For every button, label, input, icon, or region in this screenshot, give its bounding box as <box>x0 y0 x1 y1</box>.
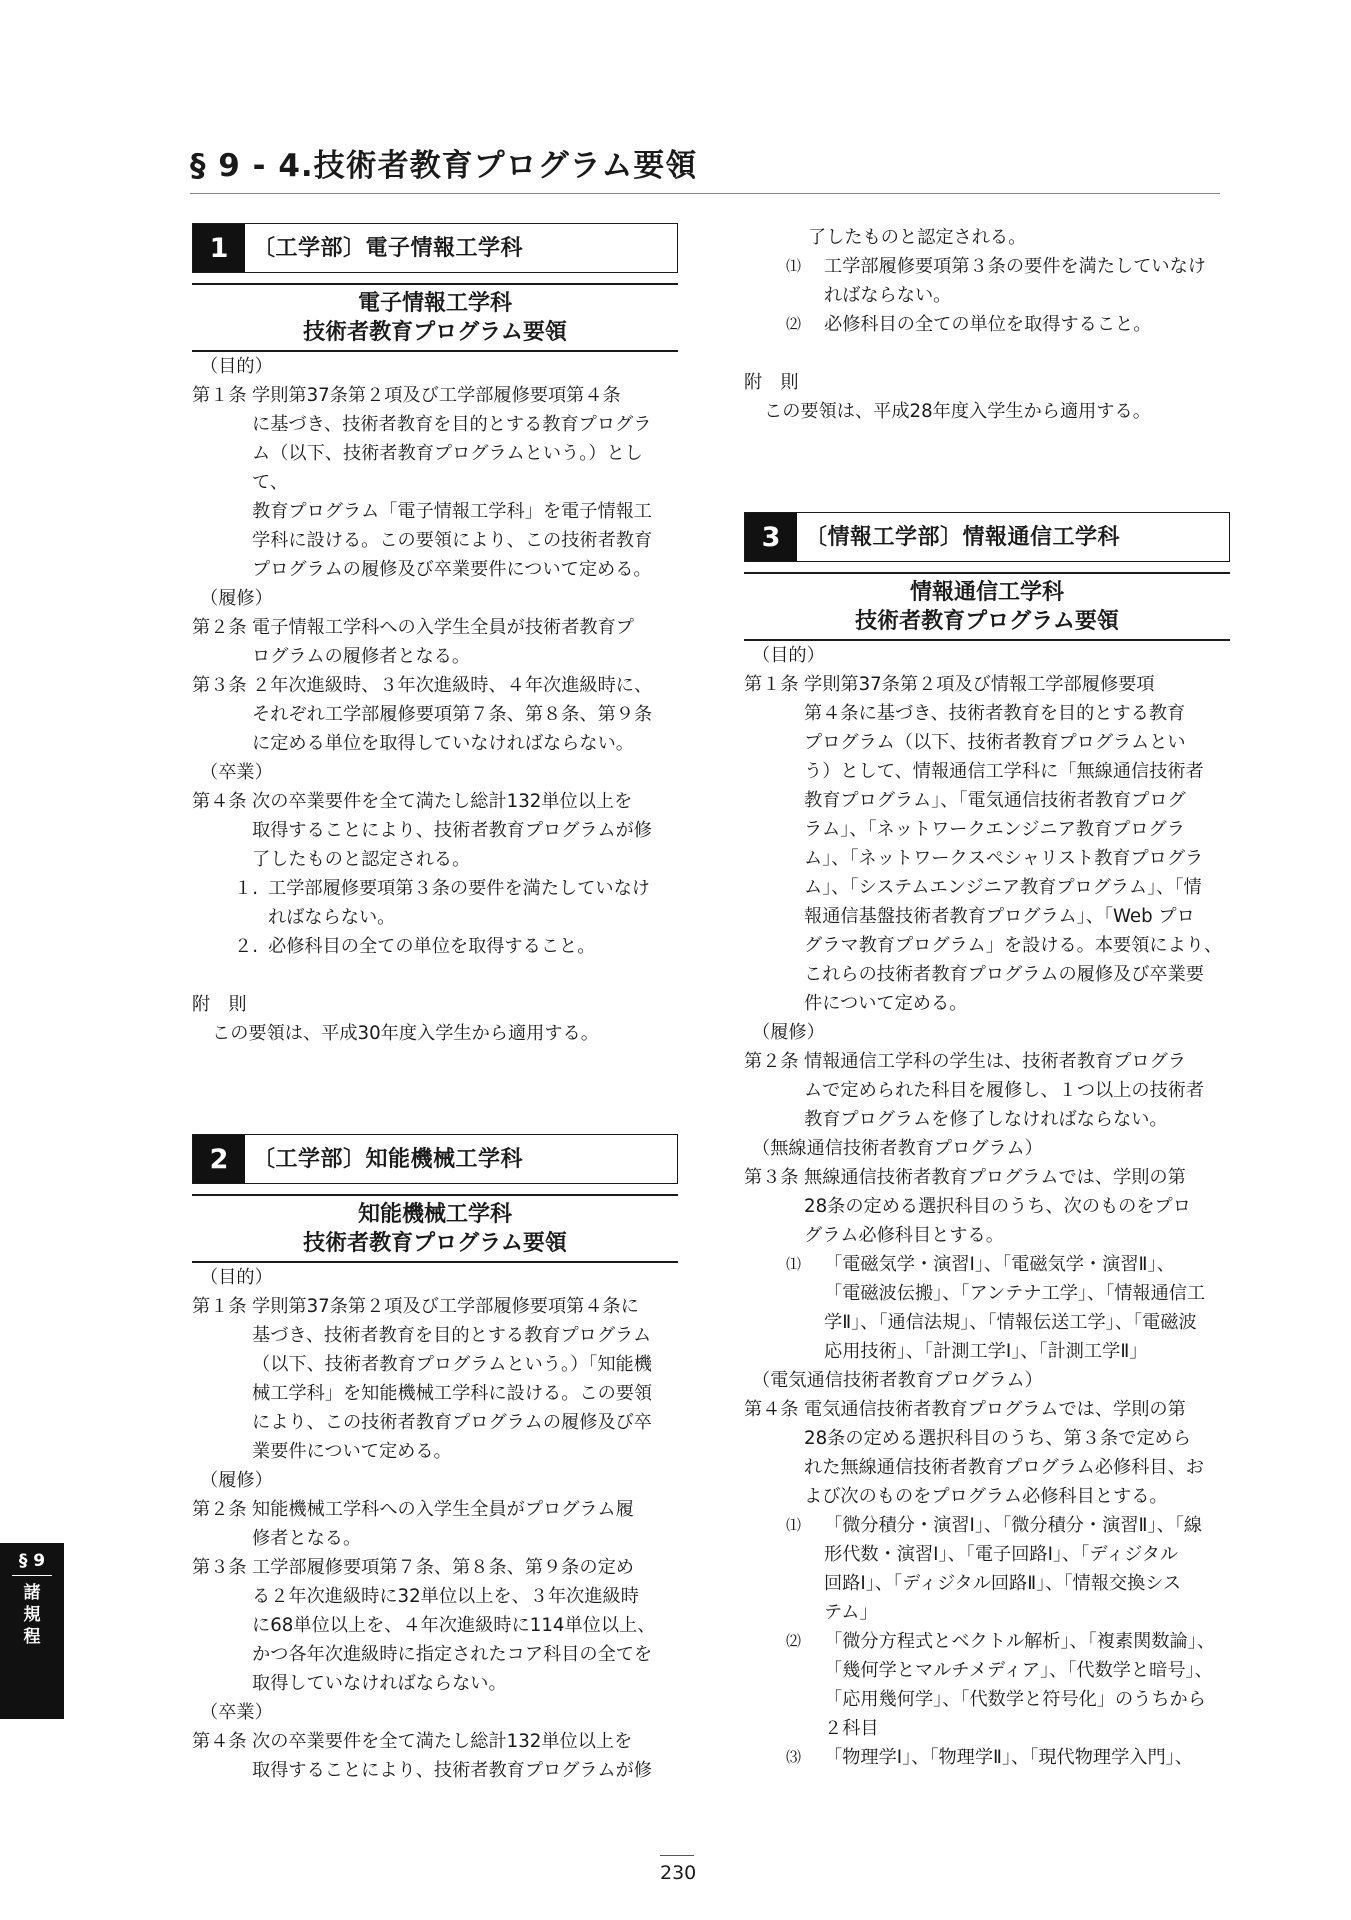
supplementary-heading: 附 則 <box>744 372 799 393</box>
section-subtitle <box>744 572 1230 641</box>
item-line: 「微分積分・演習Ⅰ」、「微分積分・演習Ⅱ」、「線 <box>824 1515 1203 1536</box>
supplementary-text: この要領は、平成28年度入学生から適用する。 <box>764 401 1151 422</box>
item-body <box>824 1511 1230 1627</box>
item-line: 回路Ⅰ」、「ディジタル回路Ⅱ」、「情報交換シス <box>824 1573 1182 1594</box>
article-line: 械工学科」を知能機械工学科に設ける。この要領 <box>252 1383 653 1404</box>
article-body <box>804 1047 1230 1134</box>
article-line: 28条の定める選択科目のうち、第３条で定めら <box>804 1428 1191 1449</box>
article-line: 取得していなければならない。 <box>252 1673 507 1694</box>
left-column <box>192 223 678 1785</box>
item-line: 工学部履修要項第３条の要件を満たしていなけ <box>824 256 1206 277</box>
clause-label: （目的） <box>752 645 825 666</box>
article-line: ラム」、「ネットワークエンジニア教育プログラ <box>804 819 1185 840</box>
item-line: ればならない。 <box>824 285 952 306</box>
item-body <box>824 1743 1230 1772</box>
section-header <box>744 512 1230 562</box>
subtitle-line: 技術者教育プログラム要領 <box>303 1231 567 1256</box>
item-number: ⑴ <box>786 1255 802 1273</box>
article <box>192 613 678 671</box>
article-line: ログラムの履修者となる。 <box>252 646 471 667</box>
article-line: ム」、「システムエンジニア教育プログラム」、「情 <box>804 877 1202 898</box>
side-tab <box>0 1543 64 1719</box>
article-body <box>804 670 1230 1018</box>
side-tab-char: 諸 <box>23 1583 41 1603</box>
clause-label: （電気通信技術者教育プログラム） <box>752 1370 1043 1391</box>
continued-line: 了したものと認定される。 <box>808 227 1027 248</box>
article-number: 第２条 <box>192 617 247 638</box>
article-line: 教育プログラム「電子情報工学科」を電子情報工 <box>252 501 652 522</box>
article-number: 第３条 <box>192 1557 247 1578</box>
item-number: ⑵ <box>786 315 802 333</box>
article-number: 第１条 <box>744 674 799 695</box>
item-number: ⑵ <box>786 1632 802 1650</box>
section-spacer <box>744 426 1230 512</box>
article-line: ムで定められた科目を履修し、１つ以上の技術者 <box>804 1080 1205 1101</box>
article-body <box>252 1727 678 1785</box>
article-line: 知能機械工学科への入学生全員がプログラム履 <box>252 1499 634 1520</box>
article-line: プログラムの履修及び卒業要件について定める。 <box>252 559 652 580</box>
list-item <box>744 252 1230 310</box>
article-line: 教育プログラムを修了しなければならない。 <box>804 1109 1168 1130</box>
article <box>192 787 678 874</box>
side-tab-char: 規 <box>23 1605 41 1625</box>
article-number: 第３条 <box>744 1167 799 1188</box>
article-line: ム」、「ネットワークスペシャリスト教育プログラ <box>804 848 1204 869</box>
item-body <box>824 1250 1230 1366</box>
clause-label: （履修） <box>200 1470 273 1491</box>
supplementary-heading: 附 則 <box>192 994 247 1015</box>
side-tab-number: § 9 <box>12 1551 52 1576</box>
item-line: 「電磁気学・演習Ⅰ」、「電磁気学・演習Ⅱ」、 <box>824 1254 1175 1275</box>
item-line: 必修科目の全ての単位を取得すること。 <box>824 314 1152 335</box>
item-line: 「応用幾何学」、「代数学と符号化」のうちから <box>824 1689 1206 1710</box>
list-item <box>192 932 678 961</box>
side-tab-label <box>0 1582 64 1648</box>
list-item <box>744 310 1230 339</box>
article-line: 教育プログラム」、「電気通信技術者教育プログ <box>804 790 1186 811</box>
article-line: 学科に設ける。この要領により、この技術者教育 <box>252 530 653 551</box>
supplementary-text: この要領は、平成30年度入学生から適用する。 <box>212 1023 599 1044</box>
article <box>744 670 1230 1018</box>
clause-label: （履修） <box>200 588 273 609</box>
section-header <box>192 223 678 273</box>
item-body <box>824 252 1230 310</box>
article-body <box>252 381 678 584</box>
item-line: ればならない。 <box>268 907 396 928</box>
article <box>744 1395 1230 1511</box>
article-number: 第４条 <box>192 1731 247 1752</box>
section-number: 2 <box>193 1135 245 1183</box>
article-line: 件について定める。 <box>804 993 968 1014</box>
article-line: 28条の定める選択科目のうち、次のものをプロ <box>804 1196 1191 1217</box>
item-line: 必修科目の全ての単位を取得すること。 <box>268 936 596 957</box>
page-number: 230 <box>660 1855 694 1884</box>
article <box>744 1047 1230 1134</box>
item-line: 「電磁波伝搬」、「アンテナ工学」、「情報通信工 <box>824 1283 1206 1304</box>
clause-label: （目的） <box>200 356 273 377</box>
article-line: 電子情報工学科への入学生全員が技術者教育プ <box>252 617 634 638</box>
article-line: 第４条に基づき、技術者教育を目的とする教育 <box>804 703 1186 724</box>
article-line: 取得することにより、技術者教育プログラムが修 <box>252 820 652 841</box>
clause-label: （無線通信技術者教育プログラム） <box>752 1138 1043 1159</box>
article-line: 基づき、技術者教育を目的とする教育プログラム <box>252 1325 652 1346</box>
article-line: により、この技術者教育プログラムの履修及び卒 <box>252 1412 652 1433</box>
article-body <box>252 613 678 671</box>
section-label: 〔工学部〕知能機械工学科 <box>253 1146 524 1172</box>
article-line: 無線通信技術者教育プログラムでは、学則の第 <box>804 1167 1186 1188</box>
article-line: それぞれ工学部履修要項第７条、第８条、第９条 <box>252 704 653 725</box>
article-number: 第２条 <box>744 1051 799 1072</box>
article-line: に基づき、技術者教育を目的とする教育プログラ <box>252 414 652 435</box>
section-number: 3 <box>745 513 797 561</box>
article <box>192 671 678 758</box>
article <box>192 381 678 584</box>
item-line: 工学部履修要項第３条の要件を満たしていなけ <box>268 878 650 899</box>
article-line: グラム必修科目とする。 <box>804 1225 1004 1246</box>
article-line: 次の卒業要件を全て満たし総計132単位以上を <box>252 791 633 812</box>
list-item <box>192 874 678 932</box>
item-line: 学Ⅱ」、「通信法規」、「情報伝送工学」、「電磁波 <box>824 1312 1197 1333</box>
clause-label: （目的） <box>200 1267 273 1288</box>
article-line: る２年次進級時に32単位以上を、３年次進級時 <box>252 1586 639 1607</box>
article-line: （以下、技術者教育プログラムという。）「知能機 <box>252 1354 652 1375</box>
article-line: れた無線通信技術者教育プログラム必修科目、お <box>804 1457 1204 1478</box>
section-subtitle <box>192 283 678 352</box>
article-line: かつ各年次進級時に指定されたコア科目の全てを <box>252 1644 653 1665</box>
article <box>192 1553 678 1698</box>
article-number: 第４条 <box>744 1399 799 1420</box>
item-number: ⑴ <box>786 1516 802 1534</box>
article-body <box>252 787 678 874</box>
article-line: に68単位以上を、４年次進級時に114単位以上、 <box>252 1615 656 1636</box>
article-body <box>252 1553 678 1698</box>
article-line: に定める単位を取得していなければならない。 <box>252 733 634 754</box>
article-number: 第４条 <box>192 791 247 812</box>
article-line: 取得することにより、技術者教育プログラムが修 <box>252 1760 652 1781</box>
article <box>192 1292 678 1466</box>
article-line: 情報通信工学科の学生は、技術者教育プログラ <box>804 1051 1186 1072</box>
clause-label: （卒業） <box>200 1702 273 1723</box>
item-body <box>824 1627 1230 1743</box>
subtitle-line: 情報通信工学科 <box>909 580 1064 605</box>
article-body <box>252 1495 678 1553</box>
item-body <box>268 932 678 961</box>
article-line: 業要件について定める。 <box>252 1441 452 1462</box>
article-line: 電気通信技術者教育プログラムでは、学則の第 <box>804 1399 1186 1420</box>
article-line: 学則第37条第２項及び工学部履修要項第４条に <box>252 1296 639 1317</box>
section-spacer <box>192 1048 678 1134</box>
article-line: よび次のものをプログラム必修科目とする。 <box>804 1486 1168 1507</box>
article-line: 修者となる。 <box>252 1528 362 1549</box>
article-body <box>252 671 678 758</box>
section-number: 1 <box>193 224 245 272</box>
article-number: 第１条 <box>192 385 247 406</box>
subtitle-line: 電子情報工学科 <box>357 291 512 316</box>
item-line: ２科目 <box>824 1718 879 1739</box>
item-body <box>268 874 678 932</box>
item-line: テム」 <box>824 1602 878 1623</box>
section-label: 〔情報工学部〕情報通信工学科 <box>805 524 1121 550</box>
side-tab-char: 程 <box>23 1627 41 1647</box>
article-line: 学則第37条第２項及び工学部履修要項第４条 <box>252 385 621 406</box>
article-body <box>804 1163 1230 1250</box>
item-number: ⑶ <box>786 1748 802 1766</box>
list-item <box>744 1743 1230 1772</box>
article-line: プログラム（以下、技術者教育プログラムとい <box>804 732 1186 753</box>
article-line: グラマ教育プログラム」を設ける。本要領により、 <box>804 935 1223 956</box>
item-number: ⑴ <box>786 257 802 275</box>
item-line: 「微分方程式とベクトル解析」、「複素関数論」、 <box>824 1631 1216 1652</box>
item-body <box>824 310 1230 339</box>
right-column <box>744 223 1230 1772</box>
subtitle-line: 技術者教育プログラム要領 <box>303 320 567 345</box>
item-line: 形代数・演習Ⅰ」、「電子回路Ⅰ」、「ディジタル <box>824 1544 1179 1565</box>
article-line: 報通信基盤技術者教育プログラム」、「Web プロ <box>804 906 1195 927</box>
page-title: § 9 - 4.技術者教育プログラム要領 <box>190 140 1220 194</box>
article-number: 第１条 <box>192 1296 247 1317</box>
article <box>192 1495 678 1553</box>
article-line: ２年次進級時、３年次進級時、４年次進級時に、 <box>252 675 653 696</box>
article-body <box>252 1292 678 1466</box>
article-line: これらの技術者教育プログラムの履修及び卒業要 <box>804 964 1204 985</box>
clause-label: （卒業） <box>200 762 273 783</box>
item-line: 「物理学Ⅰ」、「物理学Ⅱ」、「現代物理学入門」、 <box>824 1747 1193 1768</box>
article-line: 工学部履修要項第７条、第８条、第９条の定め <box>252 1557 634 1578</box>
article <box>744 1163 1230 1250</box>
subtitle-line: 知能機械工学科 <box>357 1202 512 1227</box>
article <box>192 1727 678 1785</box>
article-line: う）として、情報通信工学科に「無線通信技術者 <box>804 761 1204 782</box>
item-line: 「幾何学とマルチメディア」、「代数学と暗号」、 <box>824 1660 1213 1681</box>
list-item <box>744 1250 1230 1366</box>
list-item <box>744 1627 1230 1743</box>
article-number: 第３条 <box>192 675 247 696</box>
article-body <box>804 1395 1230 1511</box>
article-line: ム（以下、技術者教育プログラムという。）として、 <box>252 443 643 493</box>
section-subtitle <box>192 1194 678 1263</box>
article-line: 次の卒業要件を全て満たし総計132単位以上を <box>252 1731 633 1752</box>
item-number: １. <box>234 878 258 899</box>
list-item <box>744 1511 1230 1627</box>
item-line: 応用技術」、「計測工学Ⅰ」、「計測工学Ⅱ」 <box>824 1341 1148 1362</box>
clause-label: （履修） <box>752 1022 825 1043</box>
article-line: 了したものと認定される。 <box>252 849 471 870</box>
article-number: 第２条 <box>192 1499 247 1520</box>
article-line: 学則第37条第２項及び情報工学部履修要項 <box>804 674 1155 695</box>
item-number: ２. <box>234 936 258 957</box>
section-header <box>192 1134 678 1184</box>
subtitle-line: 技術者教育プログラム要領 <box>855 609 1119 634</box>
section-label: 〔工学部〕電子情報工学科 <box>253 235 524 261</box>
